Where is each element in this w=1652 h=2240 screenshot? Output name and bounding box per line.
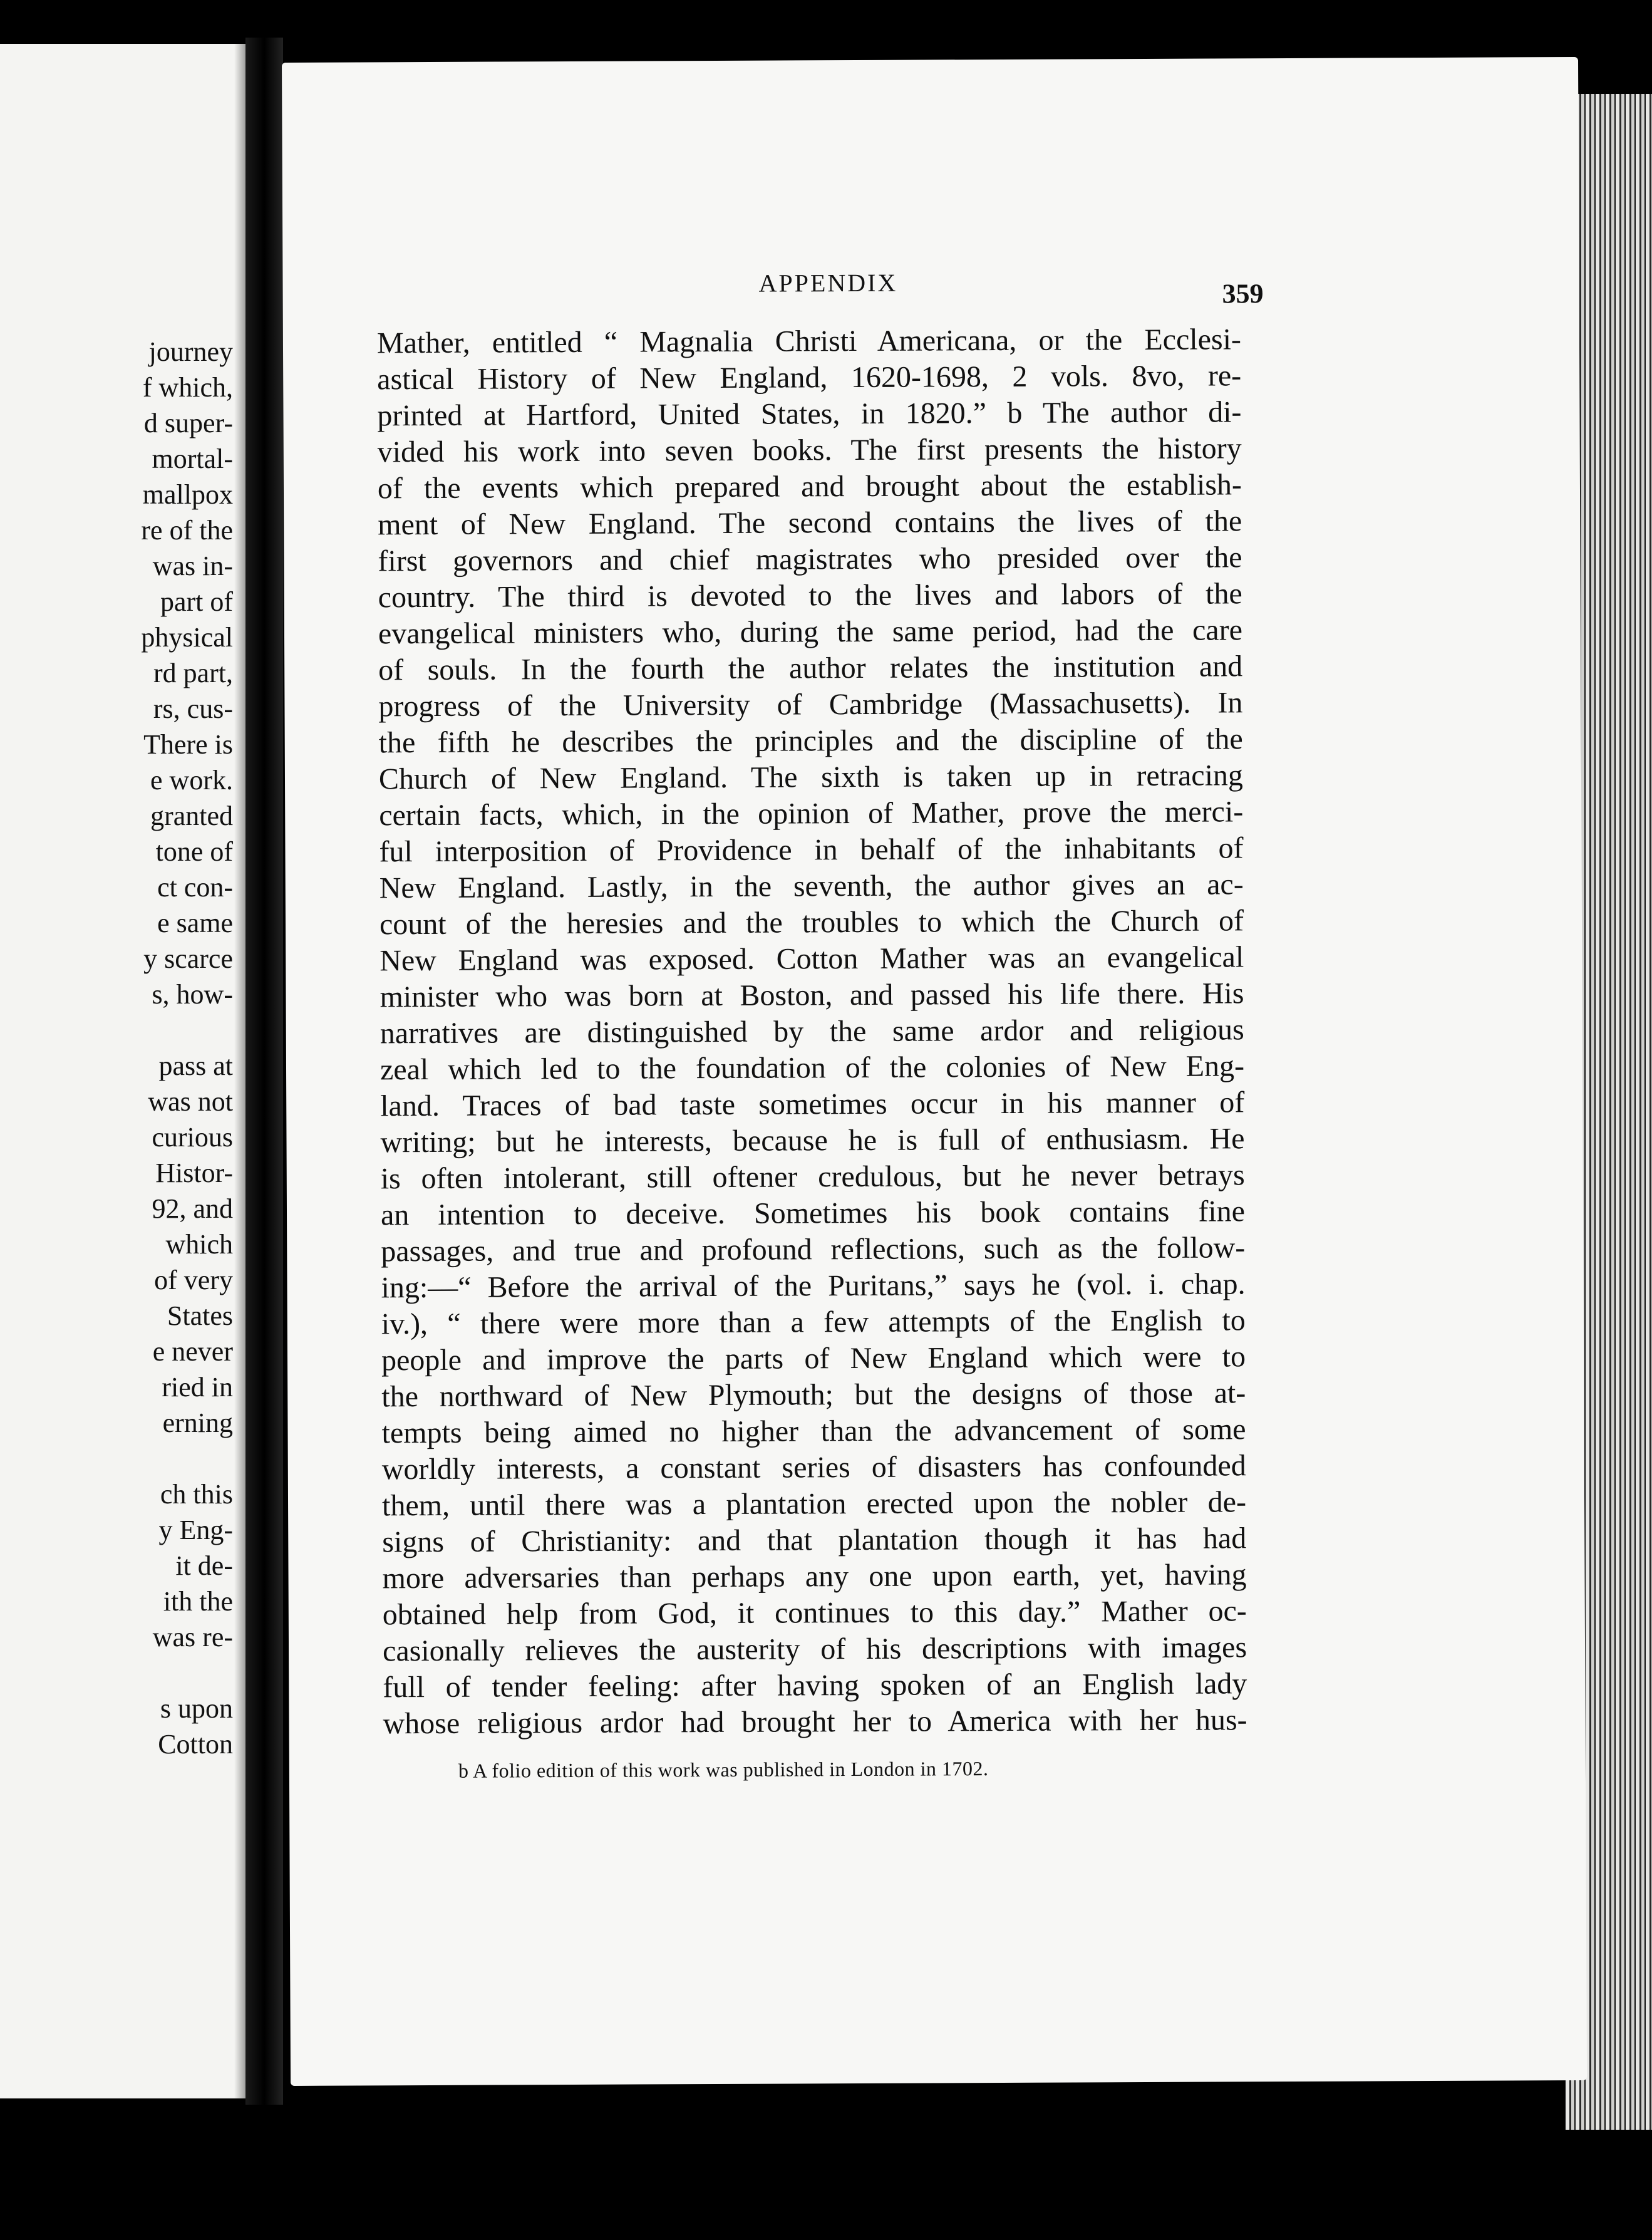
left-page-line: States (167, 1300, 233, 1331)
left-page-line: was not (148, 1086, 233, 1117)
body-line: New England. Lastly, in the seventh, the author gives an ac- (379, 868, 1244, 905)
body-line: passages, and true and profound reflections, such as the follow- (381, 1231, 1246, 1268)
body-line: evangelical ministers who, during the same period, had the care (378, 613, 1243, 651)
body-line: the fifth he describes the principles and the discipline of the (378, 722, 1243, 760)
body-line: of the events which prepared and brought about the establish- (377, 468, 1242, 506)
body-line: progress of the University of Cambridge (Massachusetts). In (378, 686, 1243, 723)
left-page-line: was in- (152, 551, 233, 581)
left-page-line: f which, (142, 372, 233, 403)
body-line: narratives are distinguished by the same ardor and religious (379, 1013, 1244, 1050)
body-line: iv.), “ there were more than a few attempts of the English to (381, 1304, 1246, 1341)
body-line: casionally relieves the austerity of his descriptions with images (382, 1631, 1247, 1668)
left-page-line: ct con- (157, 872, 233, 903)
body-line: certain facts, which, in the opinion of Mather, prove the merci- (379, 795, 1244, 832)
left-page-line: re of the (141, 515, 233, 546)
left-page-line: mortal- (152, 443, 233, 474)
body-line: printed at Hartford, United States, in 1820.” b The author di- (377, 395, 1242, 433)
left-page-line: s upon (160, 1693, 233, 1724)
body-line: whose religious ardor had brought her to America with her hus- (383, 1703, 1247, 1741)
body-line: ful interposition of Providence in behalf of the inhabitants of (379, 831, 1244, 869)
body-line: worldly interests, a constant series of disasters has confounded (381, 1449, 1246, 1486)
page-number: 359 (1222, 278, 1264, 309)
body-line: of souls. In the fourth the author relates the institution and (378, 650, 1243, 687)
body-line: an intention to deceive. Sometimes his book contains fine (380, 1195, 1246, 1232)
body-text (377, 321, 1247, 1742)
body-line: country. The third is devoted to the lives and labors of the (378, 577, 1242, 614)
body-line: minister who was born at Boston, and passed his life there. His (379, 977, 1244, 1014)
body-line: New England was exposed. Cotton Mather was an evangelical (379, 940, 1244, 978)
body-line: ing:—“ Before the arrival of the Puritans,” says he (vol. i. chap. (381, 1267, 1246, 1305)
body-line: people and improve the parts of New England which were to (381, 1340, 1246, 1377)
left-page-line: y Eng- (158, 1515, 233, 1545)
body-line: Church of New England. The sixth is taken up in retracing (378, 759, 1244, 796)
left-page-line: rs, cus- (153, 693, 233, 724)
body-line: the northward of New Plymouth; but the designs of those at- (381, 1376, 1246, 1414)
left-page-line: Cotton (158, 1729, 233, 1760)
left-page-line: which (165, 1229, 233, 1260)
body-line: ment of New England. The second contains the lives of the (378, 504, 1242, 542)
right-page (282, 57, 1587, 2086)
left-page-line: mallpox (142, 479, 233, 510)
body-line: tempts being aimed no higher than the advancement of some (381, 1413, 1246, 1450)
left-facing-page (0, 44, 245, 2098)
left-page-line: rd part, (153, 658, 233, 688)
left-page-line: was re- (152, 1622, 233, 1652)
left-page-line: Histor- (155, 1158, 233, 1188)
left-page-line: e same (157, 908, 233, 938)
body-line: is often intolerant, still oftener credulous, but he never betrays (380, 1158, 1245, 1196)
left-page-line: e never (152, 1336, 233, 1367)
body-line: astical History of New England, 1620-1698, 2 vols. 8vo, re- (377, 359, 1242, 397)
body-line: count of the heresies and the troubles to which the Church of (379, 904, 1244, 941)
left-page-line: 92, and (152, 1193, 233, 1224)
running-head: APPENDIX (758, 268, 898, 298)
left-page-line: There is (143, 729, 233, 760)
left-page-line: ried in (162, 1372, 233, 1403)
left-page-line: curious (152, 1122, 233, 1153)
left-page-line: ith the (163, 1586, 233, 1617)
left-page-line: granted (150, 801, 233, 831)
left-page-line: journey (148, 336, 233, 367)
body-line: full of tender feeling: after having spoken of an English lady (383, 1667, 1247, 1704)
body-line: writing; but he interests, because he is full of enthusiasm. He (380, 1122, 1245, 1159)
left-page-line: y scarce (143, 943, 233, 974)
left-page-line: pass at (158, 1050, 233, 1081)
body-line: them, until there was a plantation erected upon the nobler de- (381, 1485, 1247, 1523)
left-page-line: erning (162, 1408, 233, 1438)
left-page-line: e work. (150, 765, 233, 796)
left-page-line: ch this (160, 1479, 233, 1510)
left-page-line: it de- (175, 1550, 233, 1581)
body-line: first governors and chief magistrates who presided over the (378, 541, 1242, 578)
body-line: Mather, entitled “ Magnalia Christi Americana, or the Ecclesi- (376, 323, 1242, 360)
body-line: signs of Christianity: and that plantation though it has had (382, 1522, 1247, 1559)
body-line: obtained help from God, it continues to this day.” Mather oc- (382, 1594, 1247, 1632)
left-page-line: part of (160, 586, 233, 617)
body-line: land. Traces of bad taste sometimes occur in his manner of (380, 1086, 1245, 1123)
book-gutter (245, 38, 283, 2105)
body-line: more adversaries than perhaps any one upon earth, yet, having (382, 1558, 1247, 1595)
left-page-line: d super- (143, 408, 233, 438)
left-page-line: of very (154, 1265, 233, 1295)
left-page-line: physical (141, 622, 233, 653)
body-line: zeal which led to the foundation of the colonies of New Eng- (379, 1049, 1245, 1087)
left-page-line: tone of (155, 836, 233, 867)
left-page-line: s, how- (152, 979, 233, 1010)
footnote: b A folio edition of this work was published in London in 1702. (458, 1757, 989, 1782)
body-line: vided his work into seven books. The first presents the history (377, 432, 1242, 469)
